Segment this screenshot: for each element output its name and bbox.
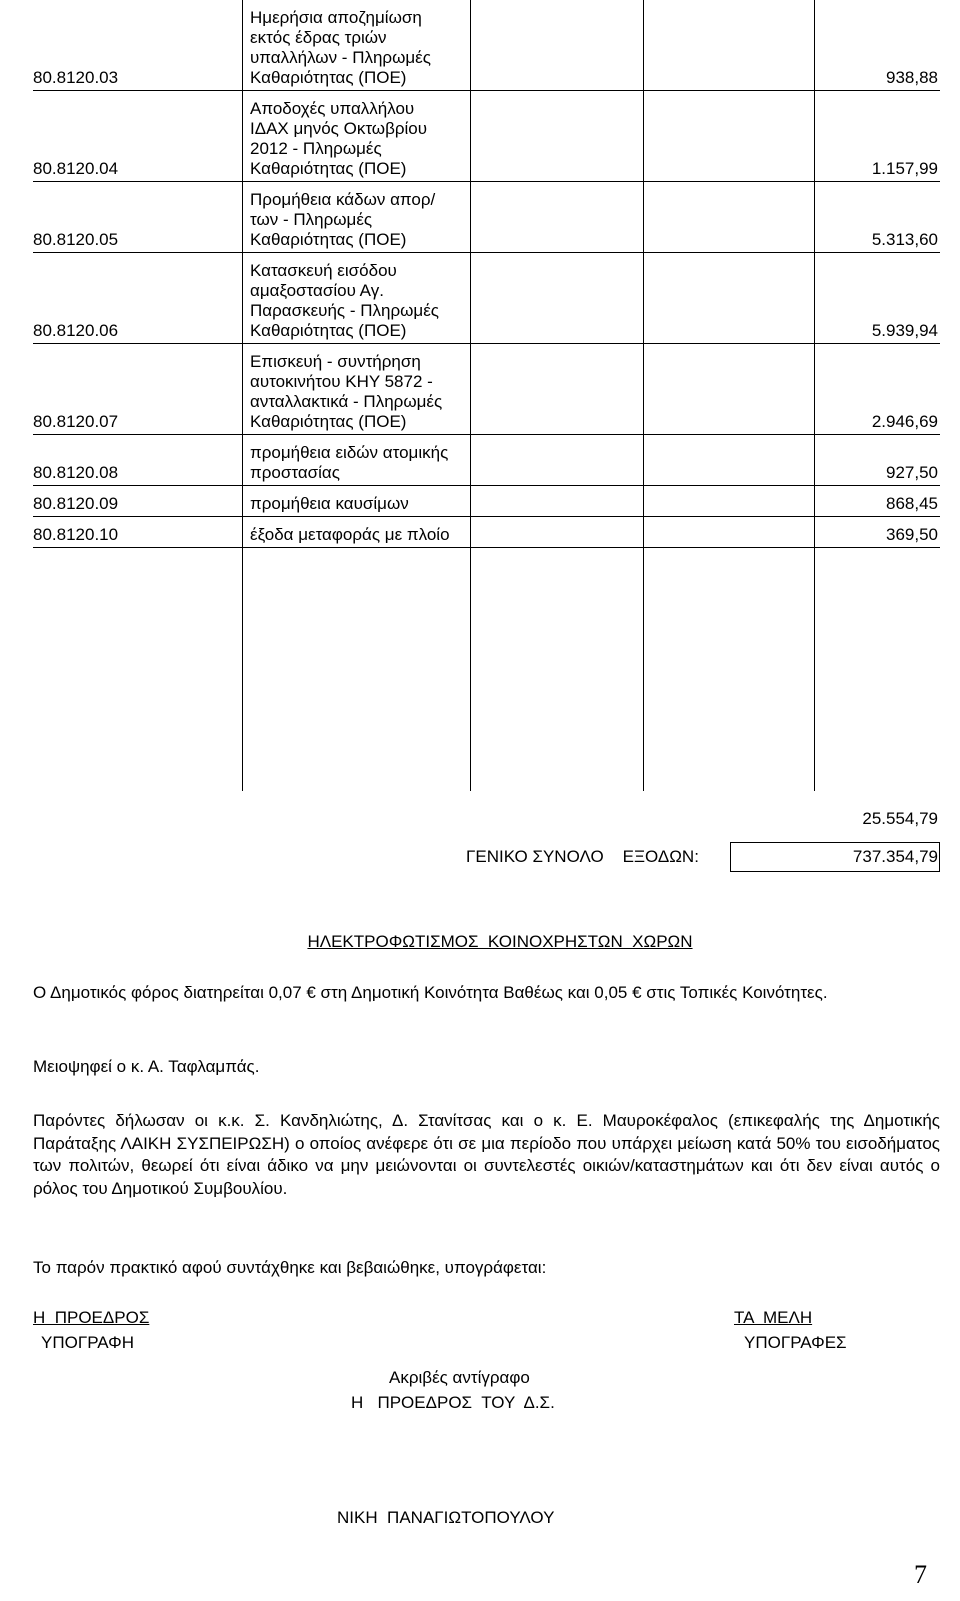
row-code: 80.8120.07: [33, 412, 119, 431]
row-code: 80.8120.03: [33, 68, 119, 87]
council-chair-label: Η ΠΡΟΕΔΡΟΣ ΤΟΥ Δ.Σ.: [351, 1393, 555, 1412]
row-description: Αποδοχές υπαλλήλου ΙΔΑΧ μηνός Οκτωβρίου 2012 - Πληρωμές Καθαριότητας (ΠΟΕ): [250, 99, 428, 178]
table-row: [0, 0, 960, 90]
paragraph-signing: Το παρόν πρακτικό αφού συντάχθηκε και βεβαιώθηκε, υπογράφεται:: [33, 1258, 547, 1277]
true-copy-label: Ακριβές αντίγραφο: [389, 1368, 530, 1387]
table-row: [0, 344, 960, 434]
row-description: προμήθεια καυσίμων: [250, 494, 409, 513]
expense-table: [0, 0, 960, 548]
row-amount: 868,45: [886, 494, 938, 513]
members-title: ΤΑ ΜΕΛΗ: [734, 1308, 813, 1327]
row-code: 80.8120.06: [33, 321, 119, 340]
table-row: [0, 253, 960, 343]
paragraph-tax: Ο Δημοτικός φόρος διατηρείται 0,07 € στη Δημοτική Κοινότητα Βαθέως και 0,05 € στις Τοπικές Κοινότητες.: [33, 983, 828, 1002]
chair-title: Η ΠΡΟΕΔΡΟΣ: [33, 1308, 150, 1327]
row-divider: [33, 547, 940, 548]
paragraph-statements: Παρόντες δήλωσαν οι κ.κ. Σ. Κανδηλιώτης, Δ. Στανίτσας και ο κ. Ε. Μαυροκέφαλος (επικεφαλής της Δημοτικής Παράταξης ΛΑΙΚΗ ΣΥΣΠΕΙΡΩΣΗ) ο οποίος ανέφερε ότι σε μια περίοδο που υπάρχει μείωση κατά 50% του εισοδήματος των πολιτών, θεωρεί ότι είναι άδικο να μην μειώνονται οι συντελεστές οικιών/καταστημάτων και ότι δεν είναι αυτός ο ρόλος του Δημοτικού Συμβουλίου.: [33, 1111, 940, 1198]
subtotal-value: 25.554,79: [862, 809, 938, 828]
row-code: 80.8120.04: [33, 159, 119, 178]
table-row: [0, 182, 960, 252]
row-code: 80.8120.05: [33, 230, 119, 249]
members-signature-label: ΥΠΟΓΡΑΦΕΣ: [744, 1333, 847, 1352]
paragraph-minority: Μειοψηφεί ο κ. Α. Ταφλαμπάς.: [33, 1057, 260, 1076]
section-heading: ΗΛΕΚΤΡΟΦΩΤΙΣΜΟΣ ΚΟΙΝΟΧΡΗΣΤΩΝ ΧΩΡΩΝ: [307, 932, 693, 951]
row-description: προμήθεια ειδών ατομικής προστασίας: [250, 443, 449, 482]
row-description: Προμήθεια κάδων απορ/των - Πληρωμές Καθαριότητας (ΠΟΕ): [250, 190, 436, 249]
row-description: έξοδα μεταφοράς με πλοίο: [250, 525, 450, 544]
row-amount: 2.946,69: [871, 412, 938, 431]
signatory-name: ΝΙΚΗ ΠΑΝΑΓΙΩΤΟΠΟΥΛΟΥ: [337, 1508, 555, 1527]
row-amount: 927,50: [886, 463, 938, 482]
grand-total-label: ΓΕΝΙΚΟ ΣΥΝΟΛΟ ΕΞΟΔΩΝ:: [466, 847, 699, 866]
row-amount: 5.939,94: [871, 321, 938, 340]
row-description: Κατασκευή εισόδου αμαξοστασίου Αγ. Παρασκευής - Πληρωμές Καθαριότητας (ΠΟΕ): [250, 261, 439, 340]
grand-total-value: 737.354,79: [852, 847, 938, 866]
row-amount: 1.157,99: [871, 159, 938, 178]
table-row: [0, 517, 960, 547]
row-description: Ημερήσια αποζημίωση εκτός έδρας τριών υπαλλήλων - Πληρωμές Καθαριότητας (ΠΟΕ): [250, 8, 431, 87]
table-row: [0, 435, 960, 485]
chair-signature-label: ΥΠΟΓΡΑΦΗ: [41, 1333, 134, 1352]
totals-block: [0, 798, 960, 874]
row-code: 80.8120.09: [33, 494, 119, 513]
table-row: [0, 486, 960, 516]
row-amount: 5.313,60: [871, 230, 938, 249]
row-code: 80.8120.08: [33, 463, 119, 482]
row-amount: 938,88: [886, 68, 938, 87]
page-number: 7: [914, 1560, 927, 1589]
row-description: Επισκευή - συντήρηση αυτοκινήτου ΚΗΥ 5872 - ανταλλακτικά - Πληρωμές Καθαριότητας (ΠΟΕ): [250, 352, 443, 431]
table-row: [0, 91, 960, 181]
row-amount: 369,50: [886, 525, 938, 544]
row-code: 80.8120.10: [33, 525, 119, 544]
